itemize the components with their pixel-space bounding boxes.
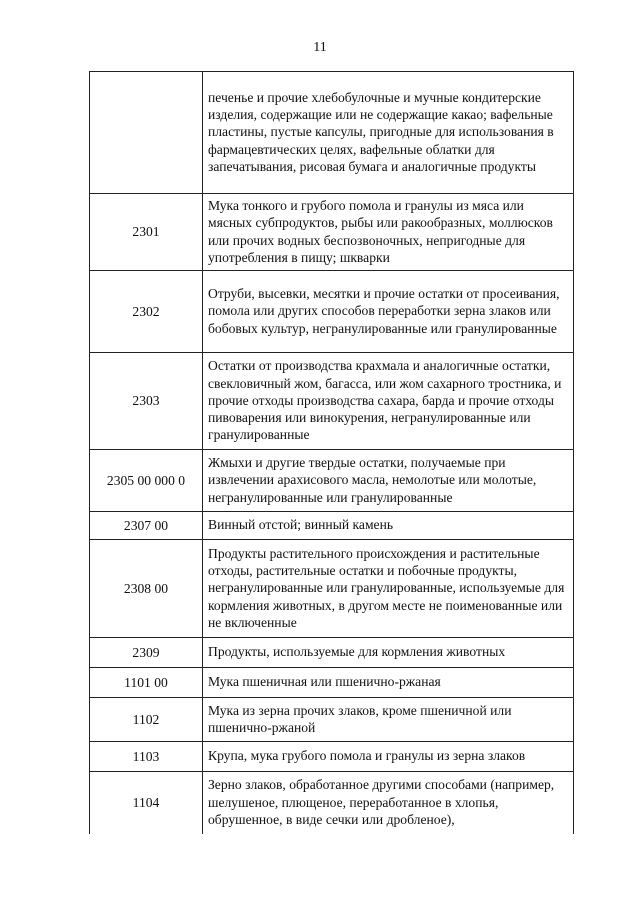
tn-ved-code: 1103 — [90, 742, 203, 772]
product-description: Винный отстой; винный камень — [203, 512, 574, 540]
table-row — [90, 512, 574, 540]
table-row — [90, 450, 574, 512]
product-description: Отруби, высевки, месятки и прочие остатки от просеивания, помола или других способов переработки зерна злаков или бобовых культур, негранулированные или гранулированные — [203, 271, 574, 353]
table-row — [90, 772, 574, 834]
table-row — [90, 698, 574, 742]
product-description: Жмыхи и другие твердые остатки, получаемые при извлечении арахисового масла, немолотые или молотые, негранулированные или гранулированные — [203, 450, 574, 512]
product-description: Мука тонкого и грубого помола и гранулы из мяса или мясных субпродуктов, рыбы или ракообразных, моллюсков или прочих водных беспозвоночных, непригодные для употребления в пищу; шкварки — [203, 194, 574, 271]
product-description: Остатки от производства крахмала и аналогичные остатки, свекловичный жом, багасса, или жом сахарного тростника, и прочие отходы производства сахара, барда и прочие отходы пивоварения или винокурения, негранулированные или гранулированные — [203, 353, 574, 450]
page-number: 11 — [313, 40, 327, 55]
table-row — [90, 72, 574, 194]
table-row — [90, 668, 574, 698]
tn-ved-code: 2302 — [90, 271, 203, 353]
product-description: Зерно злаков, обработанное другими способами (например, шелушеное, плющеное, переработанное в хлопья, обрушенное, в виде сечки или дробленое), — [203, 772, 574, 834]
product-description: печенье и прочие хлебобулочные и мучные кондитерские изделия, содержащие или не содержащие какао; вафельные пластины, пустые капсулы, пригодные для использования в фармацевтических целях, вафельные облатки для запечатывания, рисовая бумага и аналогичные продукты — [203, 72, 574, 194]
table-row — [90, 638, 574, 668]
table-row — [90, 742, 574, 772]
tn-ved-code — [90, 72, 203, 194]
table-row — [90, 353, 574, 450]
product-description: Крупа, мука грубого помола и гранулы из зерна злаков — [203, 742, 574, 772]
tn-ved-code: 1104 — [90, 772, 203, 834]
tn-ved-code: 1102 — [90, 698, 203, 742]
table-row — [90, 540, 574, 638]
tn-ved-code: 2307 00 — [90, 512, 203, 540]
tn-ved-code: 2308 00 — [90, 540, 203, 638]
product-description: Продукты, используемые для кормления животных — [203, 638, 574, 668]
product-description: Мука пшеничная или пшенично-ржаная — [203, 668, 574, 698]
tn-ved-code: 2309 — [90, 638, 203, 668]
commodity-codes-table — [89, 71, 574, 834]
product-description: Мука из зерна прочих злаков, кроме пшеничной или пшенично-ржаной — [203, 698, 574, 742]
tn-ved-code: 1101 00 — [90, 668, 203, 698]
tn-ved-code: 2301 — [90, 194, 203, 271]
product-description: Продукты растительного происхождения и растительные отходы, растительные остатки и побочные продукты, негранулированные или гранулированные, используемые для кормления животных, в другом месте не поименованные или не включенные — [203, 540, 574, 638]
table-row — [90, 194, 574, 271]
table-row — [90, 271, 574, 353]
tn-ved-code: 2305 00 000 0 — [90, 450, 203, 512]
tn-ved-code: 2303 — [90, 353, 203, 450]
